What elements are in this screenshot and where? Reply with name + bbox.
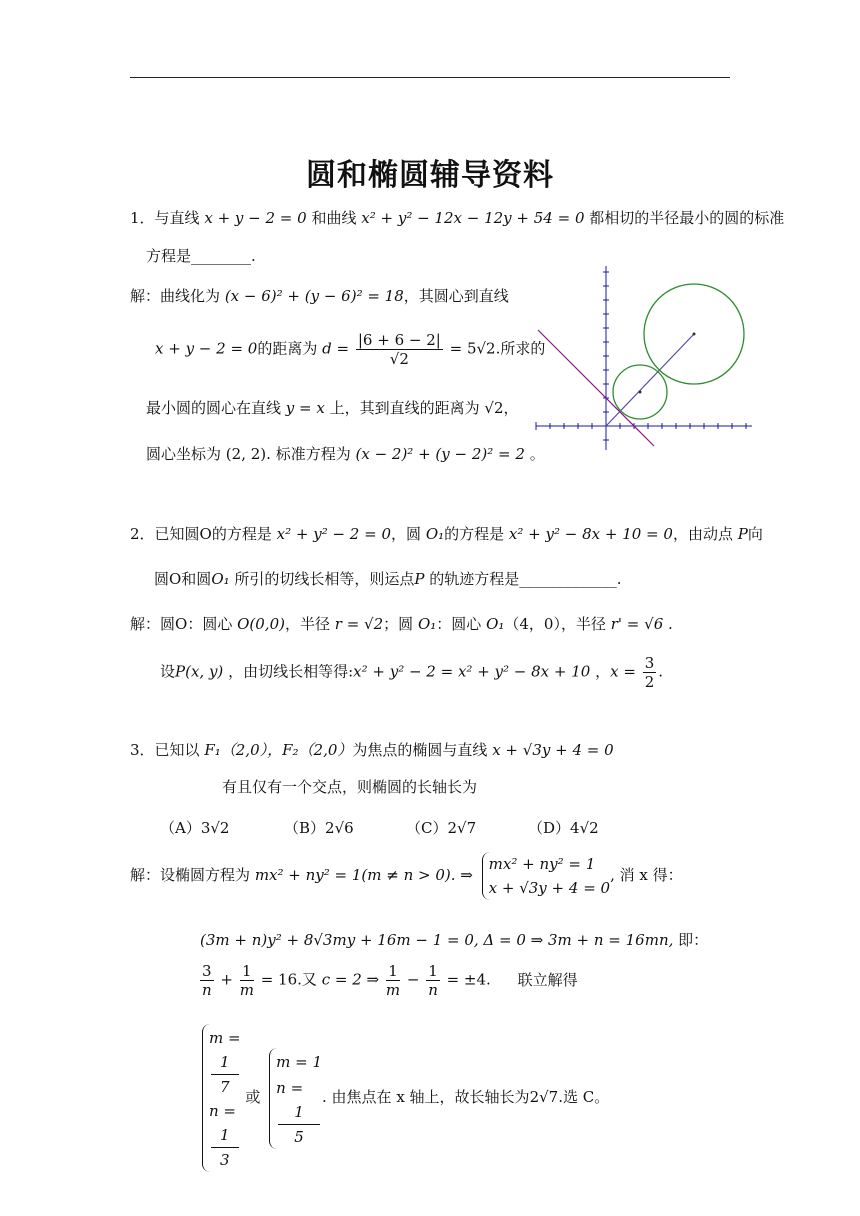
tangent-circles-figure <box>530 262 755 452</box>
q1-solution-line3: 最小圆的圆心在直线 y = x 上，其到直线的距离为 √2， <box>146 399 519 417</box>
header-rule <box>130 77 730 78</box>
q3-solution-line2: (3m + n)y² + 8√3my + 16m − 1 = 0, Δ = 0 ⇒ 3m + n = 16mn, 即： <box>200 931 709 949</box>
q2-solution-line2: 设P(x, y) ，由切线长相等得:x² + y² − 2 = x² + y² − 8x + 10 ，x = $\frac{3}{2}$ . <box>160 654 664 691</box>
q3-statement-line2: 有且仅有一个交点，则椭圆的长轴长为 <box>222 778 478 796</box>
solution-system-2: m = 1 n = 1 5 <box>269 1048 322 1149</box>
large-circle-center <box>693 333 696 336</box>
equation-system: mx² + ny² = 1 x + √3y + 4 = 0 <box>482 852 610 900</box>
q3-solution-line3: $\frac{3}{n}$ + $\frac{1}{m}$ = 16.又 c = 2 ⇒ $\frac{1}{m}$ − $\frac{1}{n}$ = ±4. 联立解得 <box>201 962 578 999</box>
option-c: （C）2√7 <box>406 819 477 837</box>
page-title: 圆和椭圆辅导资料 <box>306 158 554 193</box>
q1-solution-line4: 圆心坐标为 (2, 2). 标准方程为 (x − 2)² + (y − 2)² = 2 。 <box>146 445 545 463</box>
option-b: （B）2√6 <box>284 819 354 837</box>
q1-solution-line1: 解：曲线化为 (x − 6)² + (y − 6)² = 18，其圆心到直线 <box>130 287 509 305</box>
x-fraction: $\frac{3}{2}$ <box>644 654 655 691</box>
tangent-line <box>538 330 654 446</box>
small-circle-center <box>639 391 642 394</box>
q2-statement-line2: 圆O和圆O₁ 所引的切线长相等，则运点P 的轨迹方程是_____________. <box>154 570 622 588</box>
q3-solution-line1: 解：设椭圆方程为 mx² + ny² = 1(m ≠ n > 0). ⇒ mx² + ny² = 1 x + √3y + 4 = 0 , 消 x 得： <box>130 852 683 900</box>
q2-solution-line1: 解：圆O：圆心 O(0,0)，半径 r = √2；圆 O₁：圆心 O₁（4，0），半径 r' = √6 . <box>130 615 673 633</box>
solution-system-1: m = 1 7 n = 1 3 <box>202 1024 241 1172</box>
q1-solution-line2: x + y − 2 = 0的距离为 d = $\frac{|6 + 6 - 2|}{√2}$ = 5√2.所求的 <box>155 331 546 368</box>
q1-statement-line2: 方程是________. <box>146 247 256 265</box>
option-a: （A）3√2 <box>160 819 230 837</box>
q3-solution-line4: m = 1 7 n = 1 3 或 m = 1 n = 1 5 . 由焦点在 x 轴上，故长轴长为2√7.选 C。 <box>198 1024 609 1172</box>
q2-statement-line1: 2．已知圆O的方程是 x² + y² − 2 = 0，圆 O₁的方程是 x² + y² − 8x + 10 = 0，由动点 P向 <box>130 525 763 543</box>
q1-statement-line1: 1．与直线 x + y − 2 = 0 和曲线 x² + y² − 12x − 12y + 54 = 0 都相切的半径最小的圆的标准 <box>130 209 785 227</box>
y-axis <box>603 266 609 450</box>
center-line-y-equals-x <box>606 334 694 426</box>
q3-statement-line1: 3．已知以 F₁（2,0），F₂（2,0）为焦点的椭圆与直线 x + √3y + 4 = 0 <box>130 741 614 759</box>
distance-fraction: $\frac{|6 + 6 - 2|}{√2}$ <box>357 331 441 368</box>
x-axis <box>536 422 752 430</box>
option-d: （D）4√2 <box>528 819 599 837</box>
